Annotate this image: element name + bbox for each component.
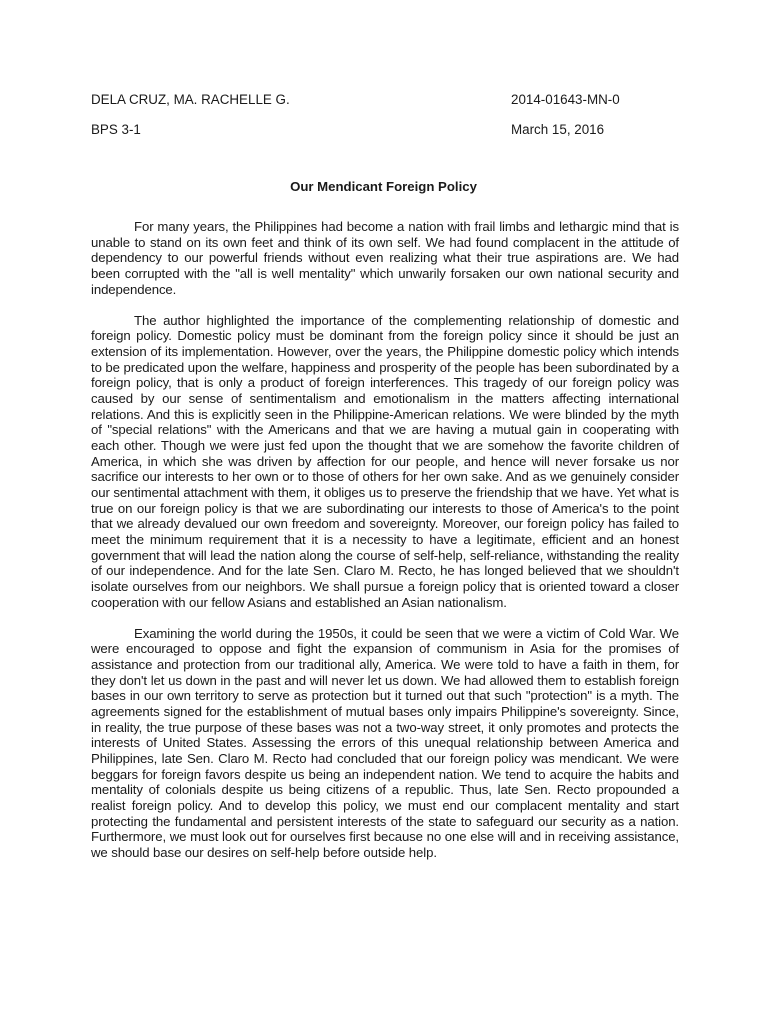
document-title: Our Mendicant Foreign Policy xyxy=(290,179,477,194)
document-date: March 15, 2016 xyxy=(511,122,605,137)
paragraph-1: For many years, the Philippines had become a nation with frail limbs and lethargic mind that is unable to stand on its own feet and think of its own self. We had found complacent in the attitude of dependency to our powerful friends without even realizing what their true aspirations are. We had been corrupted with the "all is well mentality" which unwarily forsaken our own national security and independence. xyxy=(91,219,679,297)
header-row-section-date xyxy=(91,122,639,138)
paragraph-3: Examining the world during the 1950s, it could be seen that we were a victim of Cold War. We were encouraged to oppose and fight the expansion of communism in Asia for the promises of assistance and protection from our traditional ally, America. We were told to have a faith in them, for they don't let us down in the past and will never let us down. We had allowed them to establish foreign bases in our own territory to serve as protection but it turned out that such "protection" is a myth. The agreements signed for the establishment of mutual bases only impairs Philippine's sovereignty. Since, in reality, the true purpose of these bases was not a two-way street, it only promotes and protects the interests of United States. Assessing the errors of this unequal relationship between America and Philippines, late Sen. Claro M. Recto had concluded that our foreign policy was mendicant. We were beggars for foreign favors despite us being an independent nation. We tend to acquire the habits and mentality of colonials despite us being citizens of a republic. Thus, late Sen. Recto propounded a realist foreign policy. And to develop this policy, we must end our complacent mentality and start protecting the fundamental and persistent interests of the state to safeguard our security as a nation. Furthermore, we must look out for ourselves first because no one else will and in receiving assistance, we should base our desires on self-help before outside help. xyxy=(91,625,679,860)
header-row-name-id xyxy=(91,92,639,108)
student-id: 2014-01643-MN-0 xyxy=(511,92,620,107)
paragraph-2: The author highlighted the importance of the complementing relationship of domestic and foreign policy. Domestic policy must be dominant from the foreign policy since it should be just an extension of its implementation. However, over the years, the Philippine domestic policy which intends to be predicated upon the welfare, happiness and prosperity of the people has been subordinated by a foreign policy, that is only a product of foreign interferences. This tragedy of our foreign policy was caused by our sense of sentimentalism and emotionalism in the matters affecting international relations. And this is explicitly seen in the Philippine-American relations. We were blinded by the myth of "special relations" with the Americans and that we are having a mutual gain in cooperating with each other. Though we were just fed upon the thought that we are somehow the favorite children of America, in which she was driven by affection for our people, and hence will never forsake us nor sacrifice our interests to her own or to those of others for her own sake. And as we genuinely consider our sentimental attachment with them, it obliges us to preserve the friendship that we have. Yet what is true on our foreign policy is that we are subordinating our interests to those of America's to the point that we already devalued our own freedom and sovereignty. Moreover, our foreign policy has failed to meet the minimum requirement that it is a necessity to have a legitimate, efficient and an honest government that will lead the nation along the course of self-help, self-reliance, withstanding the reality of our independence. And for the late Sen. Claro M. Recto, he has longed believed that we shouldn't isolate ourselves from our neighbors. We shall pursue a foreign policy that is oriented toward a closer cooperation with our fellow Asians and established an Asian nationalism. xyxy=(91,312,679,610)
document-body xyxy=(91,219,679,876)
student-name: DELA CRUZ, MA. RACHELLE G. xyxy=(91,92,290,107)
class-section: BPS 3-1 xyxy=(91,122,141,137)
